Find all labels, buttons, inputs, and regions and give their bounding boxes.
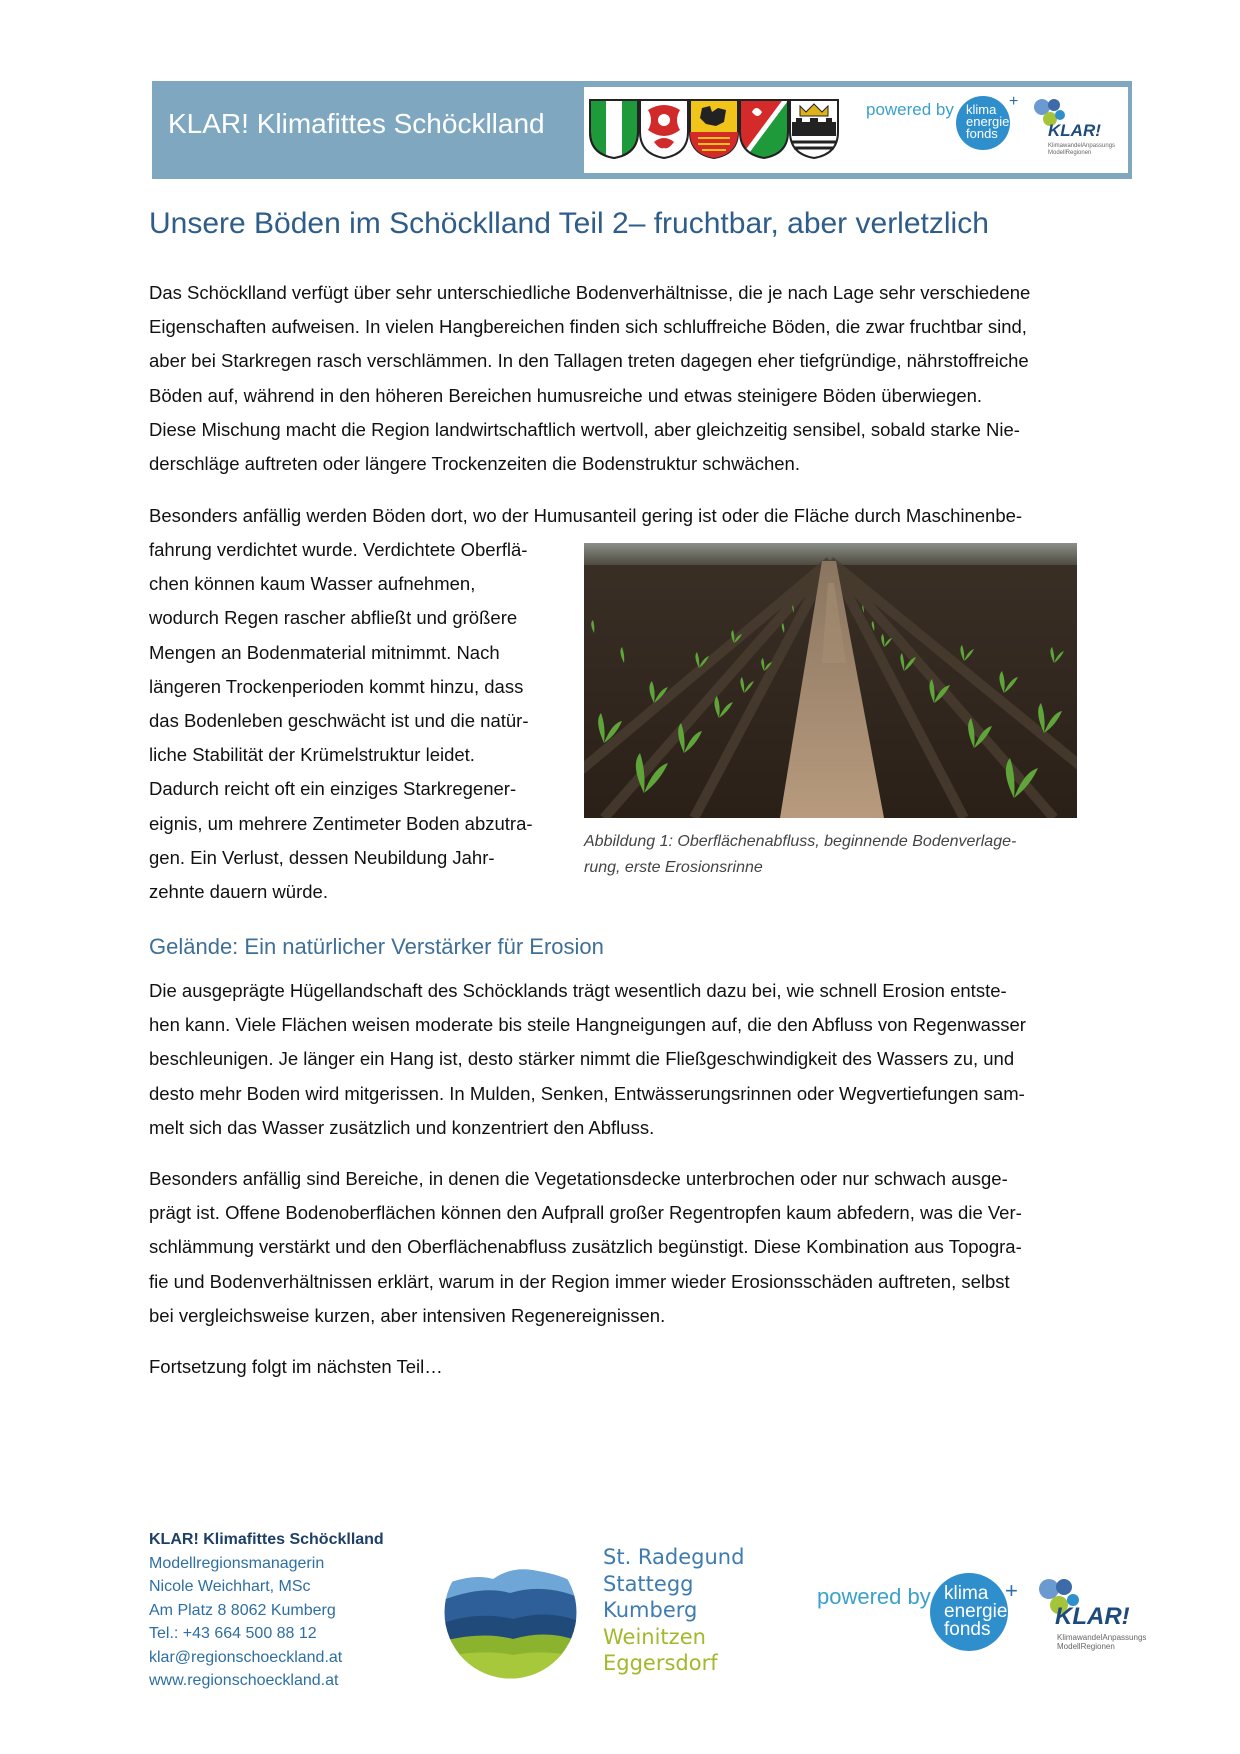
klar-logo xyxy=(1030,93,1130,165)
text-line: aber bei Starkregen rasch verschlämmen. In den Tallagen treten dagegen eher tiefgründige, nährstoffreiche xyxy=(149,350,1029,372)
fund-logo-line3: fonds xyxy=(944,1619,991,1640)
text-line: schlämmung verstärkt und den Oberflächenabfluss zusätzlich begünstigt. Diese Kombination aus Topogra- xyxy=(149,1236,1022,1258)
footer-phone: Tel.: +43 664 500 88 12 xyxy=(149,1625,317,1642)
green-white-shield-icon xyxy=(588,98,640,160)
fund-logo-plus: + xyxy=(1009,93,1019,110)
logo-strip xyxy=(584,87,1128,173)
member-towns-list xyxy=(603,1544,744,1677)
text-line: prägt ist. Offene Bodenoberflächen können den Aufprall großer Regentropfen kaum abfedern, was die Ver- xyxy=(149,1202,1022,1224)
text-line: liche Stabilität der Krümelstruktur leidet. xyxy=(149,744,475,766)
gold-bear-shield-icon xyxy=(688,98,740,160)
footer-klar-logo xyxy=(1033,1573,1163,1663)
text-line: Besonders anfällig sind Bereiche, in denen die Vegetationsdecke unterbrochen oder nur schwach ausge- xyxy=(149,1168,1008,1189)
caption-line: Abbildung 1: Oberflächenabfluss, beginnende Bodenverlage- xyxy=(584,833,1017,850)
text-line: zehnte dauern würde. xyxy=(149,881,328,903)
fund-logo-line1: klima xyxy=(966,102,997,117)
footer-address: Am Platz 8 8062 Kumberg xyxy=(149,1601,336,1619)
footer-person: Nicole Weichhart, MSc xyxy=(149,1578,311,1595)
fund-logo-line1: klima xyxy=(944,1583,989,1604)
footer-website-link[interactable]: www.regionschoeckland.at xyxy=(149,1672,339,1689)
page-title: Unsere Böden im Schöcklland Teil 2– fruchtbar, aber verletzlich xyxy=(149,207,989,240)
klima-energie-fonds-logo xyxy=(956,96,1010,150)
footer-contact xyxy=(149,1528,384,1693)
text-line: fie und Bodenverhältnissen erklärt, warum in der Region immer wieder Erosionsschäden auftreten, selbst xyxy=(149,1270,1010,1292)
text-line: Böden auf, während in den höheren Bereichen humusreiche und etwas steinigere Böden überwiegen. xyxy=(149,384,983,406)
town-name: Kumberg xyxy=(603,1598,698,1622)
red-green-diagonal-shield-icon xyxy=(738,98,790,160)
text-line: wodurch Regen rascher abfließt und größere xyxy=(149,607,518,629)
town-name: St. Radegund xyxy=(603,1545,745,1569)
text-line: Besonders anfällig werden Böden dort, wo der Humusanteil gering ist oder die Fläche durch Maschinenbe- xyxy=(149,505,1023,526)
footer-fund-logo-plus: + xyxy=(1005,1578,1018,1603)
text-line: bei vergleichsweise kurzen, aber intensiven Regenereignissen. xyxy=(149,1304,666,1326)
paragraph-5 xyxy=(149,1350,443,1384)
text-line: derschläge auftreten oder längere Trockenzeiten die Bodenstruktur schwächen. xyxy=(149,453,800,475)
text-line: Die ausgeprägte Hügellandschaft des Schöcklands trägt wesentlich dazu bei, wie schnell Erosion entste- xyxy=(149,980,1007,1001)
paragraph-3 xyxy=(149,974,1026,1145)
fund-logo-line3: fonds xyxy=(966,126,998,141)
text-line: desto mehr Boden wird mitgerissen. In Mulden, Senken, Entwässerungsrinnen oder Wegvertiefungen sam- xyxy=(149,1082,1025,1104)
fund-logo-line2: energie xyxy=(966,114,1010,129)
powered-by-label: powered by xyxy=(866,100,954,119)
town-name: Eggersdorf xyxy=(603,1651,718,1675)
town-name: Weinitzen xyxy=(603,1624,706,1649)
klar-logo-word: KLAR! xyxy=(1055,1603,1130,1630)
town-name: Stattegg xyxy=(603,1571,694,1596)
red-white-ornament-shield-icon xyxy=(638,98,690,160)
paragraph-1 xyxy=(149,276,1030,481)
figure-caption xyxy=(584,829,1016,881)
text-line: hen kann. Viele Flächen weisen moderate bis steile Hangneigungen auf, die den Abfluss von Regenwasser xyxy=(149,1014,1026,1036)
text-line: eignis, um mehrere Zentimeter Boden abzutra- xyxy=(149,812,533,834)
text-line: Fortsetzung folgt im nächsten Teil… xyxy=(149,1356,443,1377)
text-line: fahrung verdichtet wurde. Verdichtete Oberflä- xyxy=(149,539,528,560)
text-line: Diese Mischung macht die Region landwirtschaftlich wertvoll, aber gleichzeitig sensibel, sobald starke Nie- xyxy=(149,418,1020,440)
section-heading: Gelände: Ein natürlicher Verstärker für Erosion xyxy=(149,934,604,959)
crown-wall-shield-icon xyxy=(788,98,840,160)
fund-logo-line2: energie xyxy=(944,1601,1008,1622)
caption-line: rung, erste Erosionsrinne xyxy=(584,859,763,876)
text-line: gen. Ein Verlust, dessen Neubildung Jahr- xyxy=(149,846,495,868)
footer-role: Modellregionsmanagerin xyxy=(149,1554,325,1572)
text-line: beschleunigen. Je länger ein Hang ist, desto stärker nimmt die Fließgeschwindigkeit des Wassers zu, und xyxy=(149,1048,1015,1070)
text-line: Mengen an Bodenmaterial mitnimmt. Nach xyxy=(149,641,500,663)
footer-email-link[interactable]: klar@regionschoeckland.at xyxy=(149,1648,343,1666)
erosion-field-photo xyxy=(584,543,1077,818)
footer-powered-by-label: powered by xyxy=(817,1584,931,1609)
klar-logo-subtitle: KlimawandelAnpassungs ModellRegionen xyxy=(1057,1633,1147,1651)
footer-klima-energie-fonds-logo xyxy=(930,1573,1008,1651)
region-circle-logo-icon xyxy=(443,1545,578,1680)
footer-org-name: KLAR! Klimafittes Schöcklland xyxy=(149,1531,384,1548)
paragraph-2-first-line xyxy=(149,499,1022,533)
text-line: chen können kaum Wasser aufnehmen, xyxy=(149,573,476,595)
text-line: das Bodenleben geschwächt ist und die natür- xyxy=(149,710,529,732)
klar-logo-subtitle: KlimawandelAnpassungs ModellRegionen xyxy=(1048,143,1116,156)
paragraph-4 xyxy=(149,1162,1022,1333)
text-line: Das Schöcklland verfügt über sehr unterschiedliche Bodenverhältnisse, die je nach Lage sehr verschiedene xyxy=(149,282,1031,303)
text-line: Dadurch reicht oft ein einziges Starkregener- xyxy=(149,778,517,800)
text-line: längeren Trockenperioden kommt hinzu, dass xyxy=(149,675,524,697)
klar-logo-word: KLAR! xyxy=(1048,121,1101,140)
text-line: melt sich das Wasser zusätzlich und konzentriert den Abfluss. xyxy=(149,1116,655,1138)
text-line: Eigenschaften aufweisen. In vielen Hangbereichen finden sich schluffreiche Böden, die zwar fruchtbar sind, xyxy=(149,316,1027,338)
banner-title: KLAR! Klimafittes Schöcklland xyxy=(168,108,545,139)
paragraph-2-wrapped xyxy=(149,533,533,909)
